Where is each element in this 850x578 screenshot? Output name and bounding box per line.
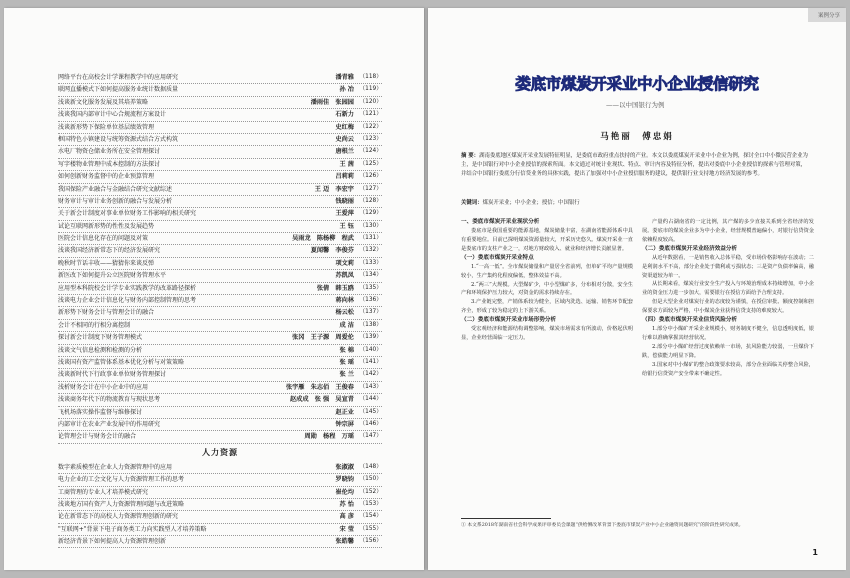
body-paragraph: 受宏观经济和能源结构调整影响，煤炭市场需求有所波动，价格起伏明显，企业经营面临一定压力。 (461, 326, 633, 342)
table-of-contents (58, 72, 382, 548)
toc-entry[interactable] (58, 419, 382, 431)
toc-entry[interactable] (58, 474, 382, 486)
toc-entry-title: 如何创新财务监督中的企业预算管理 (58, 171, 156, 182)
toc-entry-page: （156） (357, 536, 382, 547)
toc-entry-title: 新经济背景下如何提高人力资源管理创新 (58, 536, 168, 547)
toc-entry[interactable] (58, 407, 382, 419)
toc-entry-author: 钱晓丽 (333, 196, 356, 207)
body-paragraph: 1.“一高一低”。全市煤炭储量和产量居全省前列，但单矿平均产量规模较小，生产集约化程度偏低，整体效益不高。 (461, 263, 633, 279)
toc-entry-author: 赵成成 张 强 吴宣青 (288, 394, 356, 405)
toc-entry-page: （138） (357, 320, 382, 331)
toc-entry-page: （129） (357, 208, 382, 219)
toc-entry-author: 石新力 (333, 109, 356, 120)
toc-entry-title: 浅谈商务年代下的物流教育与现状思考 (58, 394, 162, 405)
toc-entry[interactable] (58, 146, 382, 158)
toc-entry-title: 内部审计在农业产业发展中的作用研究 (58, 419, 162, 430)
toc-entry-author: 夏闻馨 李俊芬 (309, 245, 356, 256)
toc-entry[interactable] (58, 134, 382, 146)
toc-entry[interactable] (58, 307, 382, 319)
toc-entry-author: 张倩 韩玉鸥 (315, 283, 356, 294)
toc-entry-title: 浅谈地方国有资产人力资源管理问题与改进策略 (58, 499, 186, 510)
toc-entry[interactable] (58, 159, 382, 171)
toc-entry-page: （136） (357, 295, 382, 306)
toc-entry-page: （153） (357, 499, 382, 510)
toc-entry[interactable] (58, 72, 382, 84)
toc-entry-title: 关于新会计制度对事业单位财务工作影响的相关研究 (58, 208, 198, 219)
toc-entry[interactable] (58, 295, 382, 307)
toc-entry-title: 晚秋时节话丰收——猜猜你来谈反弹 (58, 258, 156, 269)
toc-entry-page: （146） (357, 419, 382, 430)
toc-entry-page: （141） (357, 357, 382, 368)
abstract-text: 湖南娄底地区煤炭开采业发展特征明显，是娄底市政府重点扶持的产业。本文以娄底煤炭开采业中小企业为例，探讨全口中小微民营企业为主，是中国银行对中小企业授信的探索所面。本文通过对统计业现状、特点、审计内容及特征分析，提出对娄底中小企业授信的探索与管理对策，并结合中国银行娄底分行信贷业务的具体实践，提出了加强对中小企业授信服务的建议，提供银行业支持地方经济发展的参考。 (461, 153, 808, 178)
toc-entry[interactable] (58, 258, 382, 270)
toc-entry-title: 框国特色小镇建设与统筹资源式结合方式构筑 (58, 134, 180, 145)
toc-entry[interactable] (58, 245, 382, 257)
footnote-rule (461, 518, 551, 519)
toc-entry-author: 成 洁 (337, 320, 356, 331)
toc-entry-author: 赵正业 (333, 407, 356, 418)
toc-entry-title: 新医改下如何提升公立医院财务管理水平 (58, 270, 168, 281)
toc-entry-page: （143） (357, 382, 382, 393)
toc-entry-title: 浅谈新形势下保险单位基层绩效管理 (58, 122, 156, 133)
body-paragraph: 3.国家对中小煤矿的整合政策要求较高，部分企业面临关停整合风险，给银行信贷资产安全带来不确定性。 (642, 361, 814, 377)
section-heading: （二）娄底市煤炭开采业经济效益分析 (642, 245, 738, 252)
toc-entry[interactable] (58, 171, 382, 183)
toc-entry-title: 浅谈国有资产监管体系基本优化分析与对策策略 (58, 357, 186, 368)
toc-entry[interactable] (58, 221, 382, 233)
toc-entry-page: （144） (357, 394, 382, 405)
toc-entry[interactable] (58, 208, 382, 220)
toc-entry[interactable] (58, 345, 382, 357)
toc-entry-title: 应用型本科院校会计学专业实践教学的改革路径探析 (58, 283, 198, 294)
toc-entry-title: 浅谈新文化服务发展及其培养策略 (58, 97, 150, 108)
toc-entry-title: 试论互联网新形势的性性及发展趋势 (58, 221, 156, 232)
toc-entry-title: 写字楼物业管理中成本控制的方法探讨 (58, 159, 162, 170)
toc-entry-title: 会计不相同的行相分离控制 (58, 320, 132, 331)
toc-entry-page: （128） (357, 196, 382, 207)
toc-entry[interactable] (58, 184, 382, 196)
page-number: 1 (812, 548, 818, 557)
toc-entry[interactable] (58, 233, 382, 245)
toc-entry-title: 数字素质模型在企业人力资源管理中的应用 (58, 462, 174, 473)
toc-entry-author: 史尚云 (333, 134, 356, 145)
article-authors: 马艳丽 傅忠娟 (600, 132, 674, 142)
toc-entry[interactable] (58, 511, 382, 523)
toc-entry-author: 王爱萍 (333, 208, 356, 219)
toc-entry-author: 张宇雁 朱志佰 王俊春 (284, 382, 356, 393)
toc-entry-author: 项文莉 (333, 258, 356, 269)
toc-entry-title: 水电厂物资仓储业务所在安全管理探讨 (58, 146, 162, 157)
toc-entry-author: 张淑淑 (333, 462, 356, 473)
toc-entry-author: 苏凯凤 (333, 270, 356, 281)
toc-entry-page: （119） (357, 84, 382, 95)
toc-entry-author: 张 瑶 (337, 357, 356, 368)
toc-entry-page: （124） (357, 146, 382, 157)
toc-entry-page: （150） (357, 474, 382, 485)
toc-entry-author: 钟宗屏 (333, 419, 356, 430)
toc-entry-page: （120） (357, 97, 382, 108)
body-paragraph: 从近年数据看，一是销售收入总体平稳，受市场价格影响存在波动；二是利润水平不高，部分企业处于微利或亏损状态；三是资产负债率偏高，融资渠道较为单一。 (642, 254, 814, 279)
section-heading: 一、娄底市煤炭开采业现状分析 (461, 219, 540, 225)
toc-entry-author: 潘青雅 (333, 72, 356, 83)
toc-entry-page: （137） (357, 307, 382, 318)
toc-section-heading: 人力资源 (202, 447, 238, 457)
toc-entry[interactable] (58, 122, 382, 134)
toc-entry[interactable] (58, 84, 382, 96)
toc-entry-author: 吕莉莉 (333, 171, 356, 182)
body-paragraph: 2.“两三”大规模。大型煤矿少，中小型煤矿多，分布相对分散，安全生产和环境保护压力较大，对资金的需求持续存在。 (461, 281, 633, 297)
toc-entry-title: 飞机场落实操作监督与维修探讨 (58, 407, 144, 418)
toc-entry-title: 浅谈电力企业会计信息化与财务内部控制管理的思考 (58, 295, 198, 306)
toc-entry[interactable] (58, 536, 382, 548)
toc-entry-author: 张冈 王子源 周爱伦 (290, 332, 356, 343)
toc-entry-author: 王 钰 (337, 221, 356, 232)
toc-entry-title: 论管理会计与财务会计的融合 (58, 431, 138, 442)
body-column-left (461, 218, 633, 343)
toc-entry-author: 史红梅 (333, 122, 356, 133)
toc-entry-author: 张 棉 (337, 345, 356, 356)
right-page-article (428, 8, 846, 570)
toc-entry[interactable] (58, 283, 382, 295)
toc-entry-page: （132） (357, 245, 382, 256)
toc-entry-title: 浅谈我国经济新常态下的经济发展研究 (58, 245, 162, 256)
body-paragraph: 从长期来看，煤炭行业安全生产投入与环境治理成本持续增加，中小企业的资金压力进一步加大，需要银行在授信方面给予合理支持。 (642, 281, 814, 297)
toc-entry-author: 高 彦 (337, 511, 356, 522)
abstract-label: 摘 要： (461, 153, 480, 159)
toc-entry-page: （127） (357, 184, 382, 195)
toc-entry-page: （142） (357, 369, 382, 380)
header-label: 案例分享 (817, 13, 840, 19)
body-paragraph: 娄底市是我国重要的能源基地，煤炭储量丰富，在湖南省能源体系中具有重要地位。目前已探明煤炭资源量较大，开采历史悠久。煤炭开采业一直是娄底市的支柱产业之一，对地方财政收入、就业和经济增长贡献显著。 (461, 228, 633, 252)
section-heading: （二）娄底市煤炭开采业市场形势分析 (461, 317, 557, 324)
toc-entry-author: 罗晓钧 (333, 474, 356, 485)
toc-entry-author: 蒋向林 (333, 295, 356, 306)
toc-entry-page: （125） (357, 159, 382, 170)
toc-entry[interactable] (58, 382, 382, 394)
toc-hr-section (58, 462, 382, 549)
toc-entry-page: （133） (357, 258, 382, 269)
toc-economic-section (58, 72, 382, 444)
toc-entry-page: （140） (357, 345, 382, 356)
body-paragraph: 产量约占湖南省的一定比例，其产煤的多少直接关系到全省经济的发展。娄底市的煤炭企业多为中小企业，经营规模普遍偏小，对银行信贷资金依赖程度较高。 (642, 219, 814, 243)
toc-entry-title: 浅谈我国内部审计中心合规流程方案设计 (58, 109, 168, 120)
toc-entry-page: （148） (357, 462, 382, 473)
keywords-text: 煤炭开采业；中小企业；授信；中国银行 (482, 200, 580, 206)
toc-entry-title: 浅析财务会计在中小企业中的应用 (58, 382, 150, 393)
toc-entry[interactable] (58, 320, 382, 332)
article-title: 娄底市煤炭开采业中小企业授信研究 (515, 75, 759, 93)
toc-entry[interactable] (58, 487, 382, 499)
toc-entry-page: （145） (357, 407, 382, 418)
toc-entry[interactable] (58, 462, 382, 474)
toc-entry[interactable] (58, 332, 382, 344)
article-subtitle: ——以中国银行为例 (606, 101, 665, 109)
toc-entry[interactable] (58, 270, 382, 282)
body-paragraph: 3.产业链完整，产销体系较为健全，区域内洗选、运输、销售环节配套齐全，形成了较为稳定的上下游关系。 (461, 299, 633, 315)
toc-entry-page: （155） (357, 524, 382, 535)
toc-entry-author: 苏 怡 (337, 499, 356, 510)
toc-entry-page: （118） (357, 72, 382, 83)
toc-entry-author: 吴雨龙 陈杨柳 程武 (290, 233, 356, 244)
toc-entry-title: 医院会计信息化存在的问题及对策 (58, 233, 150, 244)
toc-entry-author: 杨云松 (333, 307, 356, 318)
footnote: ① 本文系2018年湖南省社会科学成果评审委员会课题“供给侧改革背景下娄底市煤炭产业中小企业融资问题研究”的阶段性研究成果。 (461, 523, 744, 528)
toc-entry-title: 探讨新会计制度下财务管理模式 (58, 332, 144, 343)
toc-entry-title: 网络平台在高校会计学课程教学中的应用研究 (58, 72, 180, 83)
body-paragraph: 2.部分中小煤矿经营过度依赖单一市场，抗风险能力较弱，一旦煤价下跌，偿债能力明显下降。 (642, 343, 814, 359)
toc-entry-author: 王 茜 (337, 159, 356, 170)
toc-entry-page: （131） (357, 233, 382, 244)
toc-entry-author: 王 迈 李宏宇 (313, 184, 356, 195)
toc-entry[interactable] (58, 357, 382, 369)
section-heading: （一）娄底市煤炭开采业特点 (461, 254, 534, 261)
toc-entry-title: 电力企业的工会文化与人力资源管理工作的思考 (58, 474, 186, 485)
toc-entry-page: （154） (357, 511, 382, 522)
toc-entry[interactable] (58, 394, 382, 406)
toc-entry-title: "互联网+"背景下电子商务类工力向实践型人才培养策略 (58, 524, 209, 535)
toc-entry-title: 新形势下财务会计与管理会计的融合 (58, 307, 156, 318)
toc-entry-author: 唐根兰 (333, 146, 356, 157)
body-column-right (642, 218, 814, 379)
toc-entry-title: 浅谈文气信息检测和检测的分析 (58, 345, 144, 356)
toc-entry[interactable] (58, 524, 382, 536)
abstract (461, 152, 811, 180)
toc-entry[interactable] (58, 431, 382, 443)
toc-entry-title: 我国保险产业融合与金融结合研究文献综述 (58, 184, 174, 195)
toc-entry-author: 崔伦均 (333, 487, 356, 498)
toc-entry-page: （130） (357, 221, 382, 232)
toc-entry-title: 论在新常态下的高校人力资源管理创新的研究 (58, 511, 180, 522)
toc-entry[interactable] (58, 109, 382, 121)
body-paragraph: 但是大型企业对煤炭行业的态度较为谨慎，在授信审批、额度控制和担保要求方面较为严格，中小煤炭企业获得信贷支持的难度较大。 (642, 299, 814, 315)
toc-entry-author: 孙 冶 (337, 84, 356, 95)
toc-entry-title: 财务审计与审计业务创新的融合与发展分析 (58, 196, 174, 207)
toc-entry-page: （134） (357, 270, 382, 281)
toc-entry-page: （139） (357, 332, 382, 343)
toc-entry-title: 浅谈新时代下行政事业单位财务管理探讨 (58, 369, 168, 380)
toc-entry[interactable] (58, 97, 382, 109)
section-heading: （四）娄底市煤炭开采业信贷风险分析 (642, 317, 738, 324)
toc-entry-author: 周勋 杨程 万瑶 (303, 431, 357, 442)
toc-entry-page: （121） (357, 109, 382, 120)
toc-entry[interactable] (58, 499, 382, 511)
toc-entry-author: 张 兰 (337, 369, 356, 380)
toc-entry-page: （122） (357, 122, 382, 133)
toc-entry-page: （152） (357, 487, 382, 498)
toc-entry-author: 宋 莹 (337, 524, 356, 535)
keywords (461, 198, 811, 206)
toc-entry-title: 联网直播模式下如何提高服务业统计数据质量 (58, 84, 180, 95)
toc-entry-page: （126） (357, 171, 382, 182)
toc-entry-page: （147） (357, 431, 382, 442)
toc-entry-author: 张皓馨 (333, 536, 356, 547)
toc-entry-page: （123） (357, 134, 382, 145)
keywords-label: 关键词： (461, 200, 483, 206)
toc-entry[interactable] (58, 369, 382, 381)
body-paragraph: 1.部分中小煤矿开采企业规模小，财务制度不健全，信息透明度低，银行难以准确掌握其经营状况。 (642, 326, 814, 341)
toc-entry-title: 工商管理的专业人才培养模式研究 (58, 487, 150, 498)
toc-entry-page: （135） (357, 283, 382, 294)
toc-entry-author: 潘雨佳 张园园 (309, 97, 356, 108)
left-page-contents (4, 8, 424, 570)
toc-entry[interactable] (58, 196, 382, 208)
